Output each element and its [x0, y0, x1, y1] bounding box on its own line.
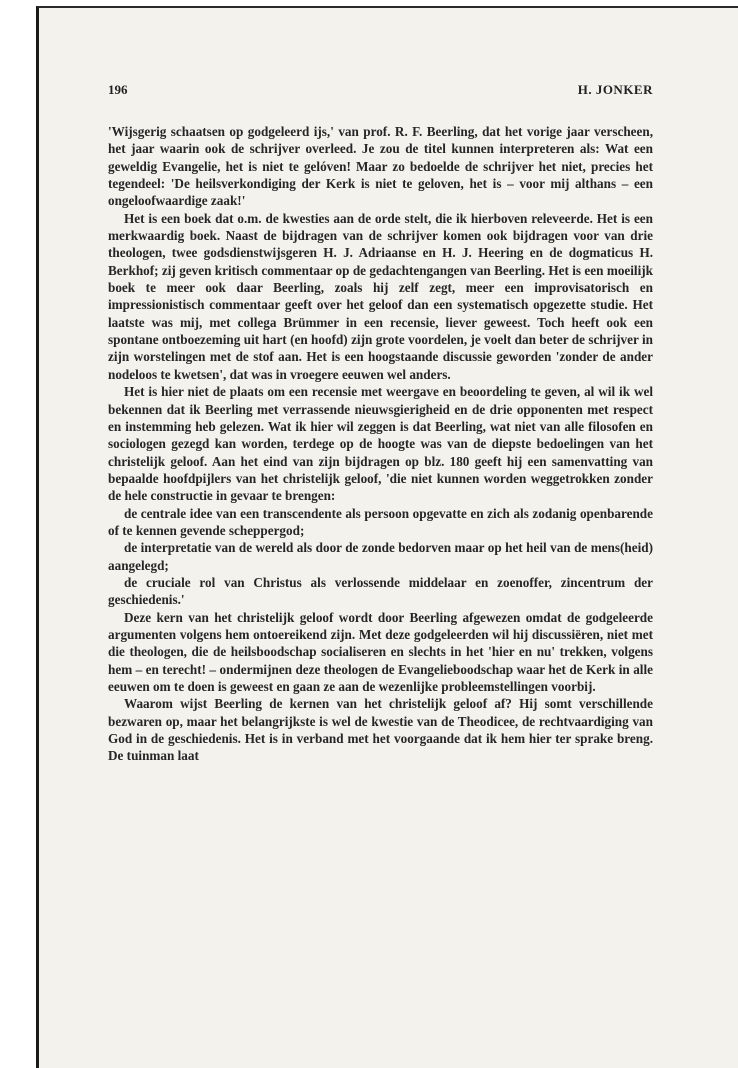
body-text [108, 123, 653, 765]
running-title: H. JONKER [577, 82, 653, 97]
paragraph-4: Deze kern van het christelijk geloof wordt door Beerling afgewezen omdat de godgeleerde argumenten volgens hem ontoereikend zijn. Met deze godgeleerden wil hij discussiëren, niet met die theologen, die de heilsboodschap socialiseren en slechts in het 'hier en nu' trekken, volgens hem – en terecht! – ondermijnen deze theologen de Evangelieboodschap waar het de Kerk in alle eeuwen om te doen is geweest en gaan ze aan de wezenlijke probleemstellingen voorbij. [108, 609, 653, 694]
page-number: 196 [108, 82, 128, 97]
paragraph-5: Waarom wijst Beerling de kernen van het christelijk geloof af? Hij somt verschillende bezwaren op, maar het belangrijkste is wel de kwestie van de Theodicee, de rechtvaardiging van God in de geschiedenis. Het is in verband met het voorgaande dat ik hem hier ter sprake breng. De tuinman laat [108, 696, 653, 764]
quoted-point-3: de cruciale rol van Christus als verlossende middelaar en zoenoffer, zincentrum der geschiedenis.' [108, 574, 653, 608]
paragraph-1: 'Wijsgerig schaatsen op godgeleerd ijs,' van prof. R. F. Beerling, dat het vorige jaar verscheen, het jaar waarin ook de schrijver overleed. Je zou de titel kunnen interpreteren als: Wat een geweldig Evangelie, het is niet te gelóven! Maar zo bedoelde de schrijver het niet, precies het tegendeel: 'De heilsverkondiging der Kerk is niet te geloven, het is – voor mij althans – een ongeloofwaardige zaak!' [108, 124, 653, 209]
quoted-point-1: de centrale idee van een transcendente als persoon opgevatte en zich als zodanig openbarende of te kennen gevende scheppergod; [108, 505, 653, 538]
paragraph-2: Het is een boek dat o.m. de kwesties aan de orde stelt, die ik hierboven releveerde. Het is een merkwaardig boek. Naast de bijdragen van de schrijver komen ook bijdragen voor van drie theologen, twee godsdienstwijsgeren H. J. Adriaanse en H. J. Heering en de dogmaticus H. Berkhof; zij geven kritisch commentaar op de gedachtengangen van Beerling. Het is een moeilijk boek te meer ook daar Beerling, zoals hij zelf zegt, meer een improvisatorisch en impressionistisch commentaar geeft over het geloof dan een systematisch opgezette studie. Het laatste was mij, met collega Brümmer in een recensie, liever geweest. Toch heeft ook een spontane ontboezeming uit hart (en hoofd) zijn grote voordelen, je voelt dan beter de schrijver in zijn worstelingen met de stof aan. Het is een hoogstaande discussie geworden 'zonder de ander nodeloos te kwetsen', dat was in vroegere eeuwen wel anders. [108, 210, 653, 382]
paragraph-3: Het is hier niet de plaats om een recensie met weergave en beoordeling te geven, al wil ik wel bekennen dat ik Beerling met verrassende nieuwsgierigheid en de drie opponenten met respect en instemming heb gelezen. Wat ik hier wil zeggen is dat Beerling, wat niet van alle filosofen en sociologen gezegd kan worden, terdege op de hoogte was van de diepste bedoelingen van het christelijk geloof. Aan het eind van zijn bijdragen op blz. 180 geeft hij een samenvatting van bepaalde hoofdpijlers van het christelijk geloof, 'die niet kunnen worden weggetrokken zonder de hele constructie in gevaar te brengen: [108, 384, 653, 504]
quoted-point-2: de interpretatie van de wereld als door de zonde bedorven maar op het heil van de mens(heid) aangelegd; [108, 540, 653, 573]
